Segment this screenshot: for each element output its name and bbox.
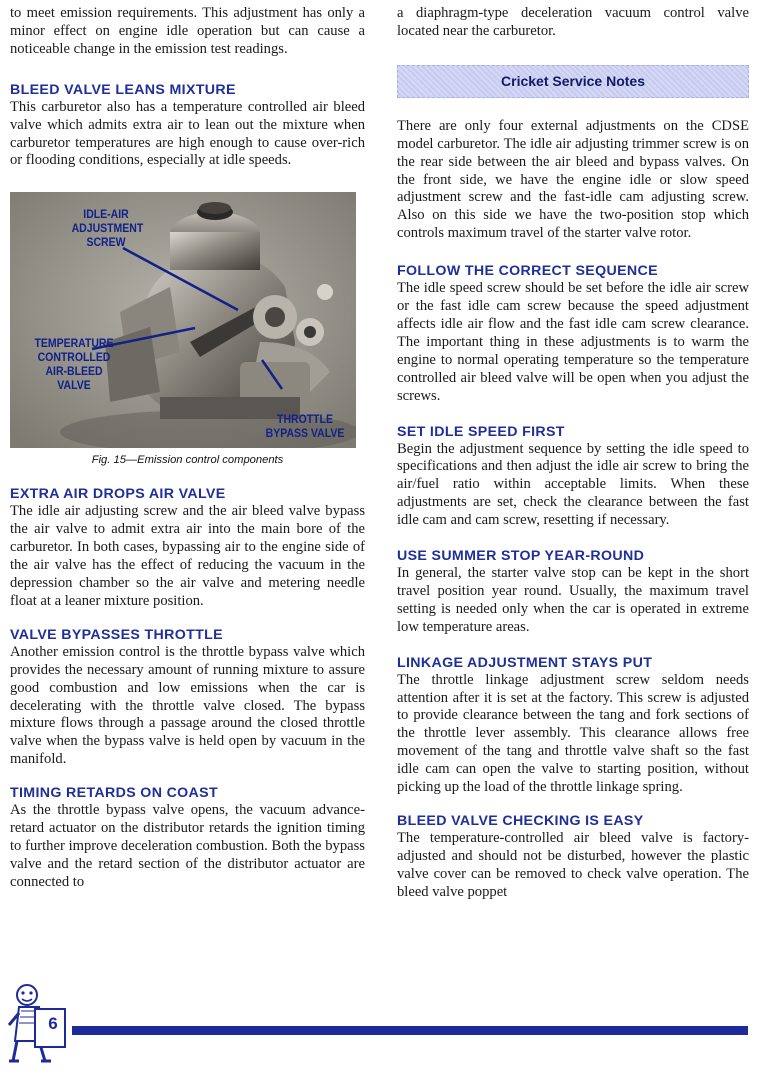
right-column (397, 0, 749, 902)
callout-line: VALVE (57, 378, 91, 393)
section-body: The idle air adjusting screw and the air bleed valve bypass the air valve to admit extra air into the main bore of the carburetor. In both cases, bypassing air to the engine side of the air valve has the effect of reducing the vacuum in the depression chamber so the air valve and metering needle float at a leaner mixture position. (10, 503, 365, 609)
section-heading: EXTRA AIR DROPS AIR VALVE (10, 486, 226, 503)
banner-title: Cricket Service Notes (501, 73, 645, 90)
callout-line: THROTTLE (277, 412, 333, 427)
notes-intro-paragraph: There are only four external adjustments on the CDSE model carburetor. The idle air adjusting trimmer screw is on the rear side between the air bleed and bypass valves. On the front side, we have the engine idle or slow speed adjustment screw and the fast-idle cam adjusting screw. Also on this side we have the two-position stop which controls maximum travel of the starter valve rotor. (397, 117, 749, 242)
idle-air-screw-label (71, 207, 144, 250)
section-body: The idle speed screw should be set before the idle air screw or the fast idle cam screw because the speed adjustment affects idle air flow and the fast idle cam screw clearance. The important thing in these adjustments is to warm the engine to normal operating temperature so the temperature controlled air bleed valve will be open when you adjust the screws. (397, 280, 749, 404)
section-body: In general, the starter valve stop can be kept in the short travel position year round. Usually, the maximum travel setting is needed only when the car is operated in extreme low temperature areas. (397, 565, 749, 635)
section-heading: TIMING RETARDS ON COAST (10, 785, 218, 802)
section-heading: FOLLOW THE CORRECT SEQUENCE (397, 263, 658, 280)
callout-line: IDLE-AIR (83, 207, 129, 222)
carburetor-illustration (10, 192, 356, 448)
page-number: 6 (48, 1014, 58, 1033)
section-heading: BLEED VALVE LEANS MIXTURE (10, 81, 236, 98)
callout-line: AIR-BLEED (45, 364, 103, 379)
right-intro-paragraph: a diaphragm-type deceleration vacuum control valve located near the carburetor. (397, 5, 749, 39)
section-body: This carburetor also has a temperature controlled air bleed valve which admits extra air to lean out the mixture when carburetor temperatures are high enough to cause over-rich or flooding conditions, especially at idle speeds. (10, 98, 365, 169)
callout-line: ADJUSTMENT (71, 221, 144, 236)
left-column (10, 0, 365, 892)
air-bleed-valve-label (31, 336, 117, 392)
callout-line: SCREW (86, 235, 126, 250)
figure (10, 192, 365, 466)
section-heading: SET IDLE SPEED FIRST (397, 423, 565, 440)
service-notes-banner (397, 65, 749, 98)
throttle-bypass-valve-label (258, 412, 353, 440)
callout-line: BYPASS VALVE (265, 426, 345, 441)
section-heading: USE SUMMER STOP YEAR-ROUND (397, 548, 645, 565)
section-body: As the throttle bypass valve opens, the vacuum advance-retard actuator on the distributor retards the ignition timing to further improve deceleration combustion. Both the bypass valve and the retard section of the distributor actuator are connected to (10, 802, 365, 890)
figure-caption: Fig. 15—Emission control components (91, 454, 284, 467)
section-body: Another emission control is the throttle bypass valve which provides the necessary amount of running mixture to assure good combustion and low emissions when the car is decelerating with the throttle valve closed. The bypass mixture flows through a passage around the closed throttle valve when the bypass valve is held open by vacuum in the manifold. (10, 643, 365, 768)
section-body: Begin the adjustment sequence by setting the idle speed to specifications and then adjust the idle air screw to bring the air/fuel ratio within acceptable limits. When these adjustments are set, check the clearance between the fast idle cam and cam screw, resetting if necessary. (397, 440, 749, 529)
section-body: The temperature-controlled air bleed valve is factory-adjusted and should not be disturbed, however the plastic valve cover can be removed to check valve operation. The bleed valve poppet (397, 830, 749, 900)
section-heading: VALVE BYPASSES THROTTLE (10, 626, 223, 643)
left-intro-paragraph: to meet emission requirements. This adjustment has only a minor effect on engine idle operation but can cause a noticeable change in the emission test readings. (10, 5, 365, 57)
carburetor-photo (10, 192, 356, 448)
callout-line: TEMPERATURE (34, 336, 114, 351)
section-body: The throttle linkage adjustment screw seldom needs attention after it is set at the factory. This screw is adjusted to provide clearance between the tang and fork sections of the throttle lever assembly. This clearance allows free movement of the tang and throttle valve shaft so the fast idle cam can open the valve to starting position, without picking up the load of the throttle linkage spring. (397, 671, 749, 796)
callout-line: CONTROLLED (37, 350, 111, 365)
page-number-mascot (5, 981, 77, 1069)
section-heading: LINKAGE ADJUSTMENT STAYS PUT (397, 654, 653, 671)
footer-rule (72, 1026, 748, 1035)
section-heading: BLEED VALVE CHECKING IS EASY (397, 813, 644, 829)
